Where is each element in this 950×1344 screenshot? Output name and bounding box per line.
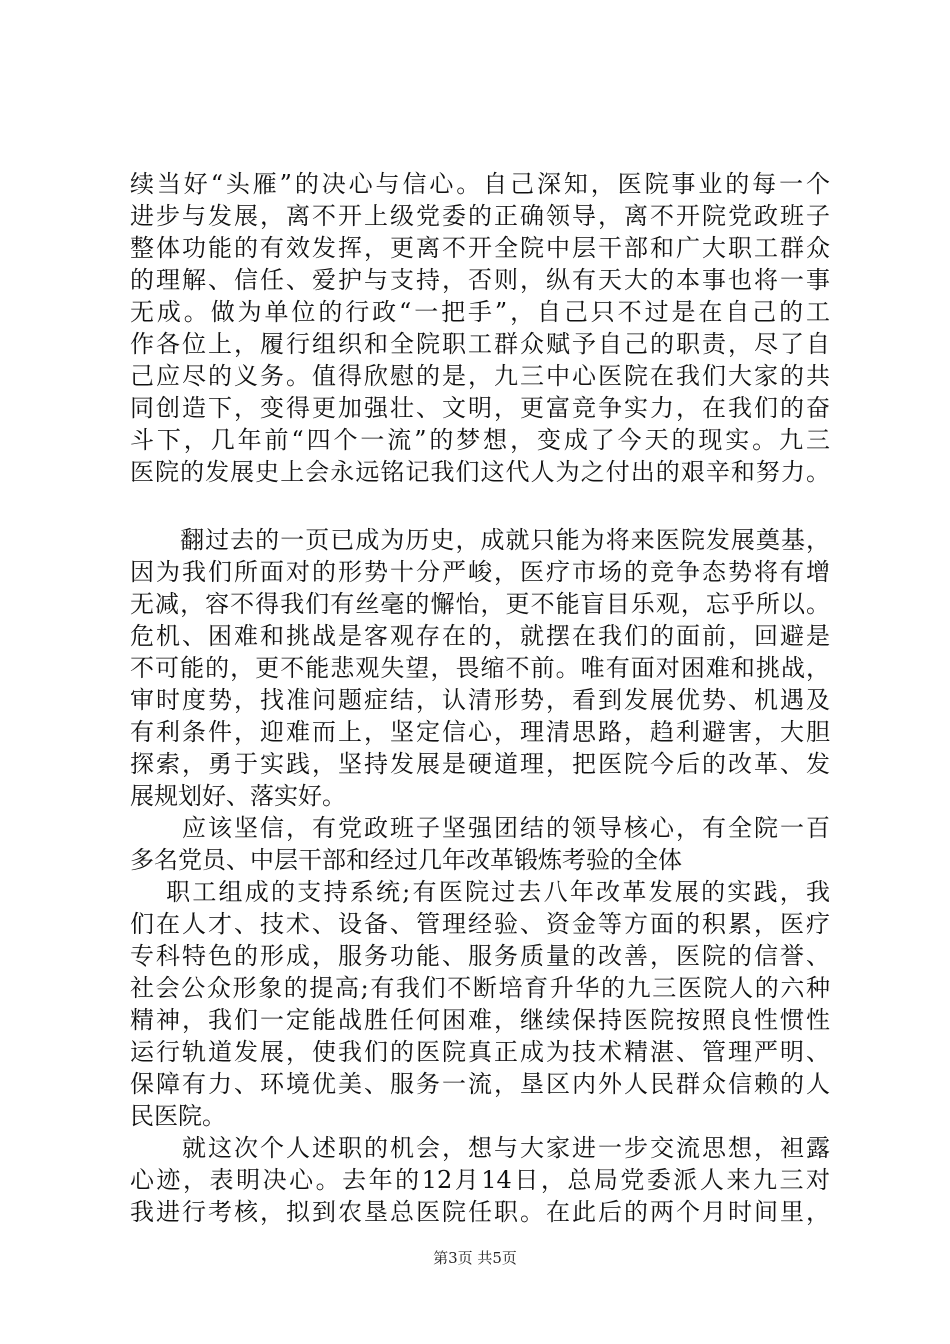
text-line: 运行轨道发展，使我们的医院真正成为技术精湛、管理严明、 <box>130 1038 830 1066</box>
text-line: 有利条件，迎难而上，坚定信心，理清思路，趋利避害，大胆 <box>130 718 830 746</box>
text-line: 的理解、信任、爱护与支持，否则，纵有天大的本事也将一事 <box>130 266 830 294</box>
text-line: 我进行考核，拟到农垦总医院任职。在此后的两个月时间里， <box>130 1198 830 1226</box>
text-line: 不可能的，更不能悲观失望，畏缩不前。唯有面对困难和挑战， <box>130 654 830 682</box>
text-line: 民医院。 <box>130 1102 226 1130</box>
paragraph-gap <box>130 488 830 524</box>
paragraph <box>130 812 830 876</box>
page-number: 第3页 共5页 <box>433 1249 517 1267</box>
paragraph <box>130 876 830 1132</box>
paragraph <box>130 1132 830 1228</box>
text-line: 医院的发展史上会永远铭记我们这代人为之付出的艰辛和努力。 <box>130 458 830 486</box>
text-line: 专科特色的形成，服务功能、服务质量的改善，医院的信誉、 <box>130 942 830 970</box>
text-line: 职工组成的支持系统;有医院过去八年改革发展的实践，我 <box>130 878 830 906</box>
text-line: 翻过去的一页已成为历史，成就只能为将来医院发展奠基， <box>130 526 830 554</box>
paragraph <box>130 168 830 488</box>
text-line: 们在人才、技术、设备、管理经验、资金等方面的积累，医疗 <box>130 910 830 938</box>
text-line: 作各位上，履行组织和全院职工群众赋予自己的职责，尽了自 <box>130 330 830 358</box>
text-line: 续当好“头雁”的决心与信心。自己深知，医院事业的每一个 <box>130 170 830 198</box>
text-line: 应该坚信，有党政班子坚强团结的领导核心，有全院一百 <box>130 814 830 842</box>
text-line: 无成。做为单位的行政“一把手”，自己只不过是在自己的工 <box>130 298 830 326</box>
text-line: 无减，容不得我们有丝毫的懈怡，更不能盲目乐观，忘乎所以。 <box>130 590 830 618</box>
text-line: 危机、困难和挑战是客观存在的，就摆在我们的面前，回避是 <box>130 622 830 650</box>
text-line: 因为我们所面对的形势十分严峻，医疗市场的竞争态势将有增 <box>130 558 830 586</box>
text-line: 保障有力、环境优美、服务一流，垦区内外人民群众信赖的人 <box>130 1070 830 1098</box>
text-line: 审时度势，找准问题症结，认清形势，看到发展优势、机遇及 <box>130 686 830 714</box>
document-body <box>130 168 830 1228</box>
text-line: 斗下，几年前“四个一流”的梦想，变成了今天的现实。九三 <box>130 426 830 454</box>
text-line: 整体功能的有效发挥，更离不开全院中层干部和广大职工群众 <box>130 234 830 262</box>
text-line: 多名党员、中层干部和经过几年改革锻炼考验的全体 <box>130 846 682 874</box>
text-line: 己应尽的义务。值得欣慰的是，九三中心医院在我们大家的共 <box>130 362 830 390</box>
text-line: 精神，我们一定能战胜任何困难，继续保持医院按照良性惯性 <box>130 1006 830 1034</box>
text-line: 展规划好、落实好。 <box>130 782 346 810</box>
text-line: 就这次个人述职的机会，想与大家进一步交流思想，袒露 <box>130 1134 830 1162</box>
text-line: 进步与发展，离不开上级党委的正确领导，离不开院党政班子 <box>130 202 830 230</box>
text-line: 社会公众形象的提高;有我们不断培育升华的九三医院人的六种 <box>130 974 830 1002</box>
paragraph <box>130 524 830 812</box>
text-line: 探索，勇于实践，坚持发展是硬道理，把医院今后的改革、发 <box>130 750 830 778</box>
text-line: 心迹，表明决心。去年的12月14日，总局党委派人来九三对 <box>130 1166 830 1194</box>
page-footer <box>0 1248 950 1268</box>
text-line: 同创造下，变得更加强壮、文明，更富竞争实力，在我们的奋 <box>130 394 830 422</box>
